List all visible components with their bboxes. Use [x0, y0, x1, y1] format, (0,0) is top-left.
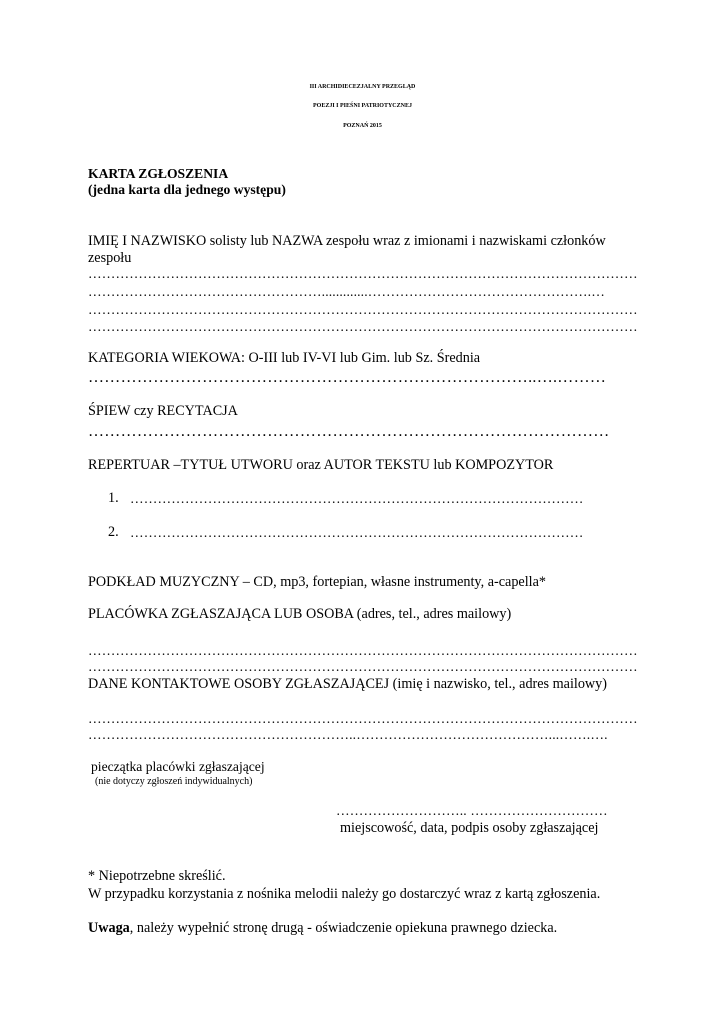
- footnote-attention: [88, 920, 557, 937]
- attention-rest: , należy wypełnić stronę drugą - oświadczenie opiekuna prawnego dziecka.: [129, 920, 558, 936]
- name-label-line-1: IMIĘ I NAZWISKO solisty lub NAZWA zespołu wraz z imionami i nazwiskami członków: [88, 233, 606, 249]
- name-dots-3: …………………………………………………………………………………………………………: [88, 302, 638, 317]
- repertoire-item-2-number: 2.: [108, 524, 119, 540]
- performance-type-dots: ……………………………………………………………………………………: [88, 423, 610, 440]
- category-dots: ………………………………………………………………………..….………: [88, 369, 607, 386]
- stamp-note: (nie dotyczy zgłoszeń indywidualnych): [95, 776, 253, 787]
- contact-dots-2: …………………………………………………..……………………………………...…….….: [88, 727, 608, 742]
- footnote-media: W przypadku korzystania z nośnika melodii należy go dostarczyć wraz z kartą zgłoszenia.: [88, 886, 601, 902]
- card-subtitle: (jedna karta dla jednego występu): [88, 182, 286, 197]
- contact-dots-1: …………………………………………………………………………………………………………: [88, 711, 638, 726]
- header-line-1: III ARCHIDIECEZJALNY PRZEGLĄD: [309, 84, 416, 90]
- card-title: KARTA ZGŁOSZENIA: [88, 166, 229, 181]
- signature-label: miejscowość, data, podpis osoby zgłaszającej: [340, 820, 599, 836]
- performance-type-label: ŚPIEW czy RECYTACJA: [88, 403, 238, 419]
- repertoire-item-1-number: 1.: [108, 490, 119, 506]
- institution-label: PLACÓWKA ZGŁASZAJĄCA LUB OSOBA (adres, tel., adres mailowy): [88, 606, 512, 622]
- header-line-2: POEZJI I PIEŚNI PATRIOTYCZNEJ: [313, 103, 412, 109]
- footnote-unnecessary: * Niepotrzebne skreślić.: [88, 868, 226, 884]
- name-label-line-2: zespołu: [88, 250, 132, 266]
- institution-dots-2: …………………………………………………………………………………………………………: [88, 659, 638, 674]
- name-dots-1: …………………………………………………………………………………………………………: [88, 266, 638, 281]
- contact-label: DANE KONTAKTOWE OSOBY ZGŁASZAJĄCEJ (imię i nazwisko, tel., adres mailowy): [88, 676, 607, 692]
- category-label: KATEGORIA WIEKOWA: O-III lub IV-VI lub Gim. lub Sz. Średnia: [88, 350, 481, 366]
- signature-dots: ……………………….. …………………………: [336, 803, 608, 818]
- repertoire-item-2-dots: ………………………………………………………………………………………: [130, 525, 584, 540]
- name-dots-4: …………………………………………………………………………………………………………: [88, 319, 638, 334]
- header-line-3: POZNAŃ 2015: [343, 123, 382, 129]
- stamp-label: pieczątka placówki zgłaszającej: [91, 759, 265, 774]
- institution-dots-1: …………………………………………………………………………………………………………: [88, 643, 638, 658]
- music-label: PODKŁAD MUZYCZNY – CD, mp3, fortepian, własne instrumenty, a-capella*: [88, 574, 546, 590]
- attention-bold: Uwaga: [88, 920, 130, 936]
- repertoire-label: REPERTUAR –TYTUŁ UTWORU oraz AUTOR TEKSTU lub KOMPOZYTOR: [88, 457, 554, 473]
- name-dots-2: …………………………………………….............………………………………………….…: [88, 284, 605, 299]
- repertoire-item-1-dots: ………………………………………………………………………………………: [130, 491, 584, 506]
